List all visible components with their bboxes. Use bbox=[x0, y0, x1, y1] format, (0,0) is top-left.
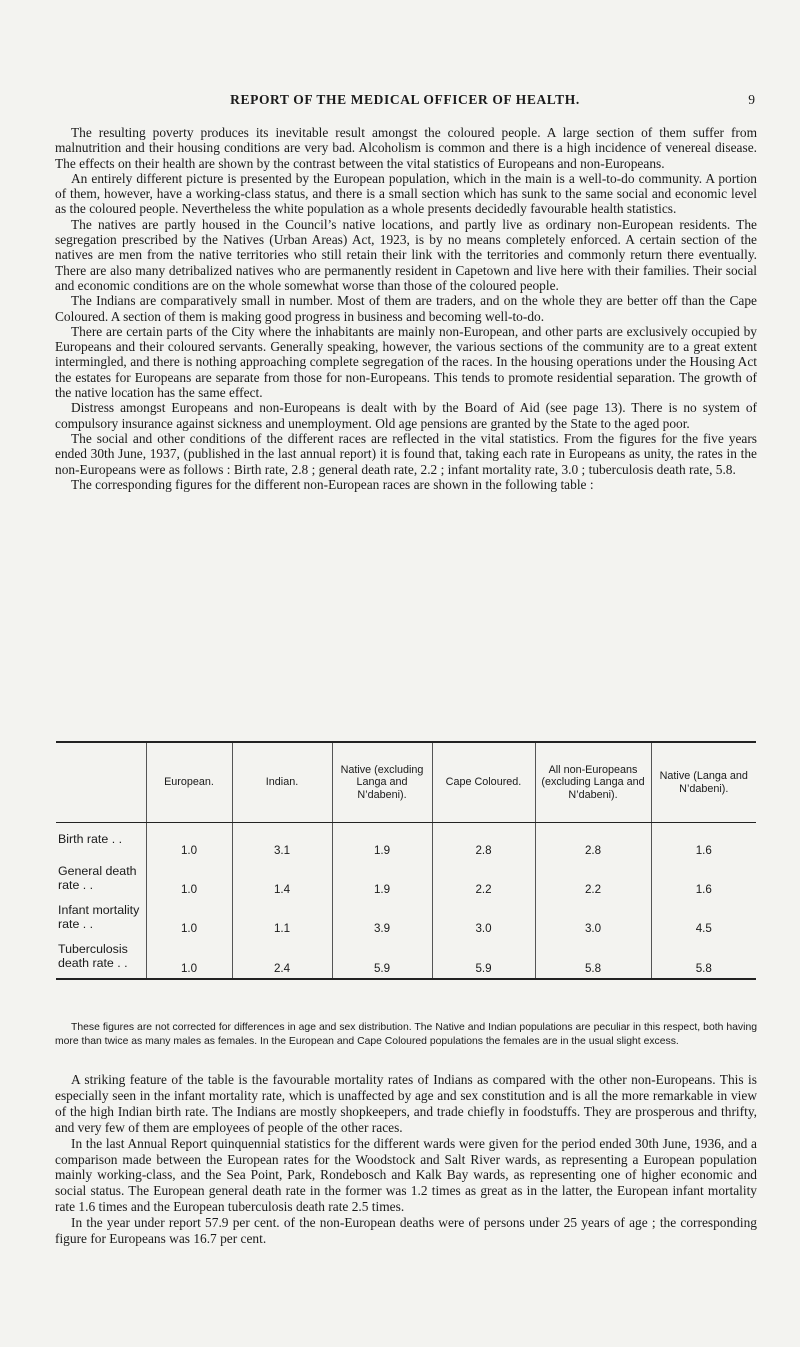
table-cell: 3.9 bbox=[332, 897, 432, 936]
table-cell: 2.8 bbox=[535, 823, 651, 859]
upper-body-text bbox=[55, 125, 757, 492]
paragraph: A striking feature of the table is the favourable mortality rates of Indians as compared with the other non-Europeans. This is especially seen in the infant mortality rate, which is unaffected by age and sex constitution and is all the more remarkable in view of the high Indian birth rate. The Indians are mostly shopkeepers, and trade chiefly in foodstuffs. They are prosperous and thrifty, and very few of them are employees of people of the other races. bbox=[55, 1072, 757, 1135]
table-row bbox=[56, 823, 756, 859]
table-cell: 2.4 bbox=[232, 936, 332, 979]
table-cell: 5.8 bbox=[535, 936, 651, 979]
column-header: All non-Europeans (excluding Langa and N’dabeni). bbox=[535, 742, 651, 823]
table-cell: 3.0 bbox=[432, 897, 535, 936]
table-cell: 1.0 bbox=[146, 936, 232, 979]
table-cell: 5.9 bbox=[432, 936, 535, 979]
table-cell: 1.4 bbox=[232, 858, 332, 897]
column-header: Native (Langa and N’dabeni). bbox=[651, 742, 756, 823]
running-head: REPORT OF THE MEDICAL OFFICER OF HEALTH. bbox=[230, 92, 580, 107]
table-row bbox=[56, 858, 756, 897]
paragraph: The natives are partly housed in the Council’s native locations, and partly live as ordinary non-European residents. The segregation prescribed by the Natives (Urban Areas) Act, 1923, is by no means completely enforced. A certain section of the natives are men from the native territories who still retain their link with the territories and commonly return there eventually. There are also many detribalized natives who are permanently resident in Capetown and live here with their families. Their social and economic conditions are on the whole somewhat worse than those of the coloured people. bbox=[55, 216, 757, 293]
table-cell: 4.5 bbox=[651, 897, 756, 936]
row-label: Infant mortality rate . . bbox=[58, 903, 140, 932]
page-header bbox=[55, 92, 755, 112]
table-header-row bbox=[56, 742, 756, 823]
column-header: Cape Coloured. bbox=[432, 742, 535, 823]
paragraph: An entirely different picture is presented by the European population, which in the main is a well-to-do community. A portion of them, however, have a working-class status, and there is a small section which has sunk to the same social and economic level as the coloured people. Nevertheless the white population as a whole presents decidedly favourable health statistics. bbox=[55, 170, 757, 217]
paragraph: There are certain parts of the City where the inhabitants are mainly non-European, and other parts are exclusively occupied by Europeans and their coloured servants. Generally speaking, however, the various sections of the community are to a great extent intermingled, and there is nothing approaching complete segregation of the races. In the housing operations under the Housing Act the estates for Europeans are separate from those for non-Europeans. This tends to promote residential separation. The growth of the native location has the same effect. bbox=[55, 323, 757, 401]
table-cell: 5.8 bbox=[651, 936, 756, 979]
page-number: 9 bbox=[748, 92, 755, 107]
table-cell: 2.8 bbox=[432, 823, 535, 859]
table-cell: 1.1 bbox=[232, 897, 332, 936]
column-header: European. bbox=[146, 742, 232, 823]
paragraph: The resulting poverty produces its inevitable result amongst the coloured people. A large section of them suffer from malnutrition and their housing conditions are very bad. Alcoholism is common and there is a high incidence of venereal disease. The effects on their health are shown by the contrast between the vital statistics of Europeans and non-Europeans. bbox=[55, 125, 757, 171]
paragraph: Distress amongst Europeans and non-Europeans is dealt with by the Board of Aid (see page 13). There is no system of compulsory insurance against sickness and unemployment. Old age pensions are granted by the State to the aged poor. bbox=[55, 400, 757, 431]
table-cell: 1.0 bbox=[146, 858, 232, 897]
table-cell: 5.9 bbox=[332, 936, 432, 979]
table-cell: 2.2 bbox=[535, 858, 651, 897]
row-label: General death rate . . bbox=[58, 864, 137, 893]
vital-statistics-table bbox=[56, 741, 756, 980]
paragraph: In the year under report 57.9 per cent. of the non-European deaths were of persons under 25 years of age ; the corresponding figure for Europeans was 16.7 per cent. bbox=[55, 1215, 757, 1247]
table-row bbox=[56, 897, 756, 936]
paragraph: In the last Annual Report quinquennial statistics for the different wards were given for the period ended 30th June, 1936, and a comparison made between the European rates for the Woodstock and Salt River wards, as representing a European population mainly working-class, and the Sea Point, Park, Rondebosch and Kalk Bay wards, as representing one of higher economic and social status. The European general death rate in the former was 1.2 times as great as in the latter, the European infant mortality rate 1.6 times and the European tuberculosis death rate 2.5 times. bbox=[55, 1135, 757, 1215]
table-cell: 3.0 bbox=[535, 897, 651, 936]
column-header: Native (excluding Langa and N’dabeni). bbox=[332, 742, 432, 823]
table-cell: 1.6 bbox=[651, 823, 756, 859]
table-cell: 1.6 bbox=[651, 858, 756, 897]
paragraph: The corresponding figures for the different non-European races are shown in the following table : bbox=[71, 476, 594, 492]
lower-body-text bbox=[55, 1072, 757, 1247]
column-header: Indian. bbox=[232, 742, 332, 823]
table-cell: 1.0 bbox=[146, 823, 232, 859]
table-cell: 1.0 bbox=[146, 897, 232, 936]
row-label: Birth rate . . bbox=[58, 832, 123, 846]
row-label: Tuberculosis death rate . . bbox=[58, 942, 128, 971]
table-cell: 3.1 bbox=[232, 823, 332, 859]
table-row bbox=[56, 936, 756, 979]
table-cell: 1.9 bbox=[332, 823, 432, 859]
table-cell: 2.2 bbox=[432, 858, 535, 897]
paragraph: The Indians are comparatively small in number. Most of them are traders, and on the whole they are better off than the Cape Coloured. A section of them is making good progress in business and becoming well-to-do. bbox=[55, 293, 757, 324]
table-footnote: These figures are not corrected for differences in age and sex distribution. The Native and Indian populations are peculiar in this respect, both having more than twice as many males as females. In the European and Cape Coloured populations the females are in the usual slight excess. bbox=[55, 1022, 757, 1047]
paragraph: The social and other conditions of the different races are reflected in the vital statistics. From the figures for the five years ended 30th June, 1937, (published in the last annual report) it is found that, taking each rate in Europeans as unity, the rates in the non-Europeans were as follows : Birth rate, 2.8 ; general death rate, 2.2 ; infant mortality rate, 3.0 ; tuberculosis death rate, 5.8. bbox=[55, 430, 757, 477]
table-cell: 1.9 bbox=[332, 858, 432, 897]
column-header bbox=[56, 742, 146, 823]
